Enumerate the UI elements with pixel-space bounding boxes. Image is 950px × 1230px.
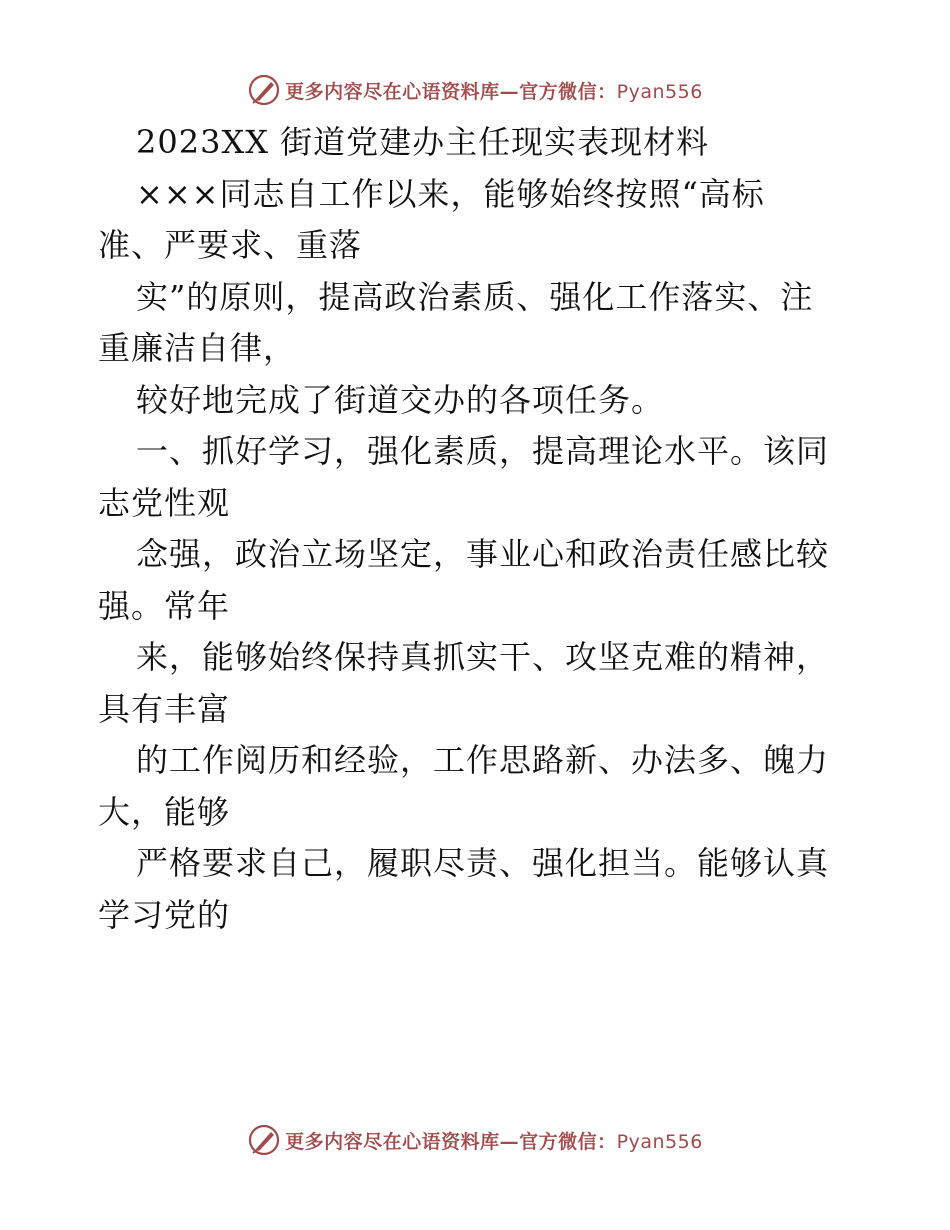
watermark-main-text: 更多内容尽在心语资料库—官方微信： bbox=[285, 80, 617, 103]
header-watermark bbox=[0, 70, 950, 110]
paragraph-line: 严格要求自己，履职尽责、强化担当。能够认真 bbox=[136, 844, 830, 882]
paragraph-line: 的工作阅历和经验，工作思路新、办法多、魄力 bbox=[136, 741, 830, 779]
paragraph-line: ×××同志自工作以来，能够始终按照“高标 bbox=[136, 174, 765, 213]
watermark-group bbox=[247, 73, 703, 107]
quill-pen-logo-icon bbox=[247, 1123, 281, 1157]
paragraph-line: 准、严要求、重落 bbox=[98, 226, 363, 264]
watermark-account-id: Pyan556 bbox=[616, 1130, 703, 1153]
paragraph-line: 学习党的 bbox=[98, 895, 231, 934]
document-body bbox=[98, 120, 858, 944]
paragraph-line: 一、抓好学习，强化素质，提高理论水平。该同 bbox=[136, 432, 830, 470]
watermark-text bbox=[285, 77, 703, 104]
quill-pen-logo-icon bbox=[247, 73, 281, 107]
paragraph-line: 志党性观 bbox=[98, 483, 231, 522]
footer-watermark bbox=[0, 1120, 950, 1160]
watermark-text bbox=[285, 1127, 703, 1154]
paragraph-line: 实”的原则，提高政治素质、强化工作落实、注 bbox=[136, 277, 814, 316]
paragraph-line: 念强，政治立场坚定，事业心和政治责任感比较 bbox=[136, 535, 830, 573]
paragraph-line: 强。常年 bbox=[98, 586, 231, 625]
paragraph-line: 具有丰富 bbox=[98, 689, 231, 728]
watermark-main-text: 更多内容尽在心语资料库—官方微信： bbox=[285, 1130, 617, 1153]
document-title: 2023XX 街道党建办主任现实表现材料 bbox=[136, 123, 710, 161]
paragraph-line: 大，能够 bbox=[98, 792, 231, 831]
paragraph-line: 来，能够始终保持真抓实干、攻坚克难的精神， bbox=[136, 638, 830, 676]
paragraph-line: 较好地完成了街道交办的各项任务。 bbox=[136, 380, 665, 419]
watermark-group bbox=[247, 1123, 703, 1157]
watermark-account-id: Pyan556 bbox=[616, 80, 703, 103]
paragraph-line: 重廉洁自律， bbox=[98, 329, 297, 367]
